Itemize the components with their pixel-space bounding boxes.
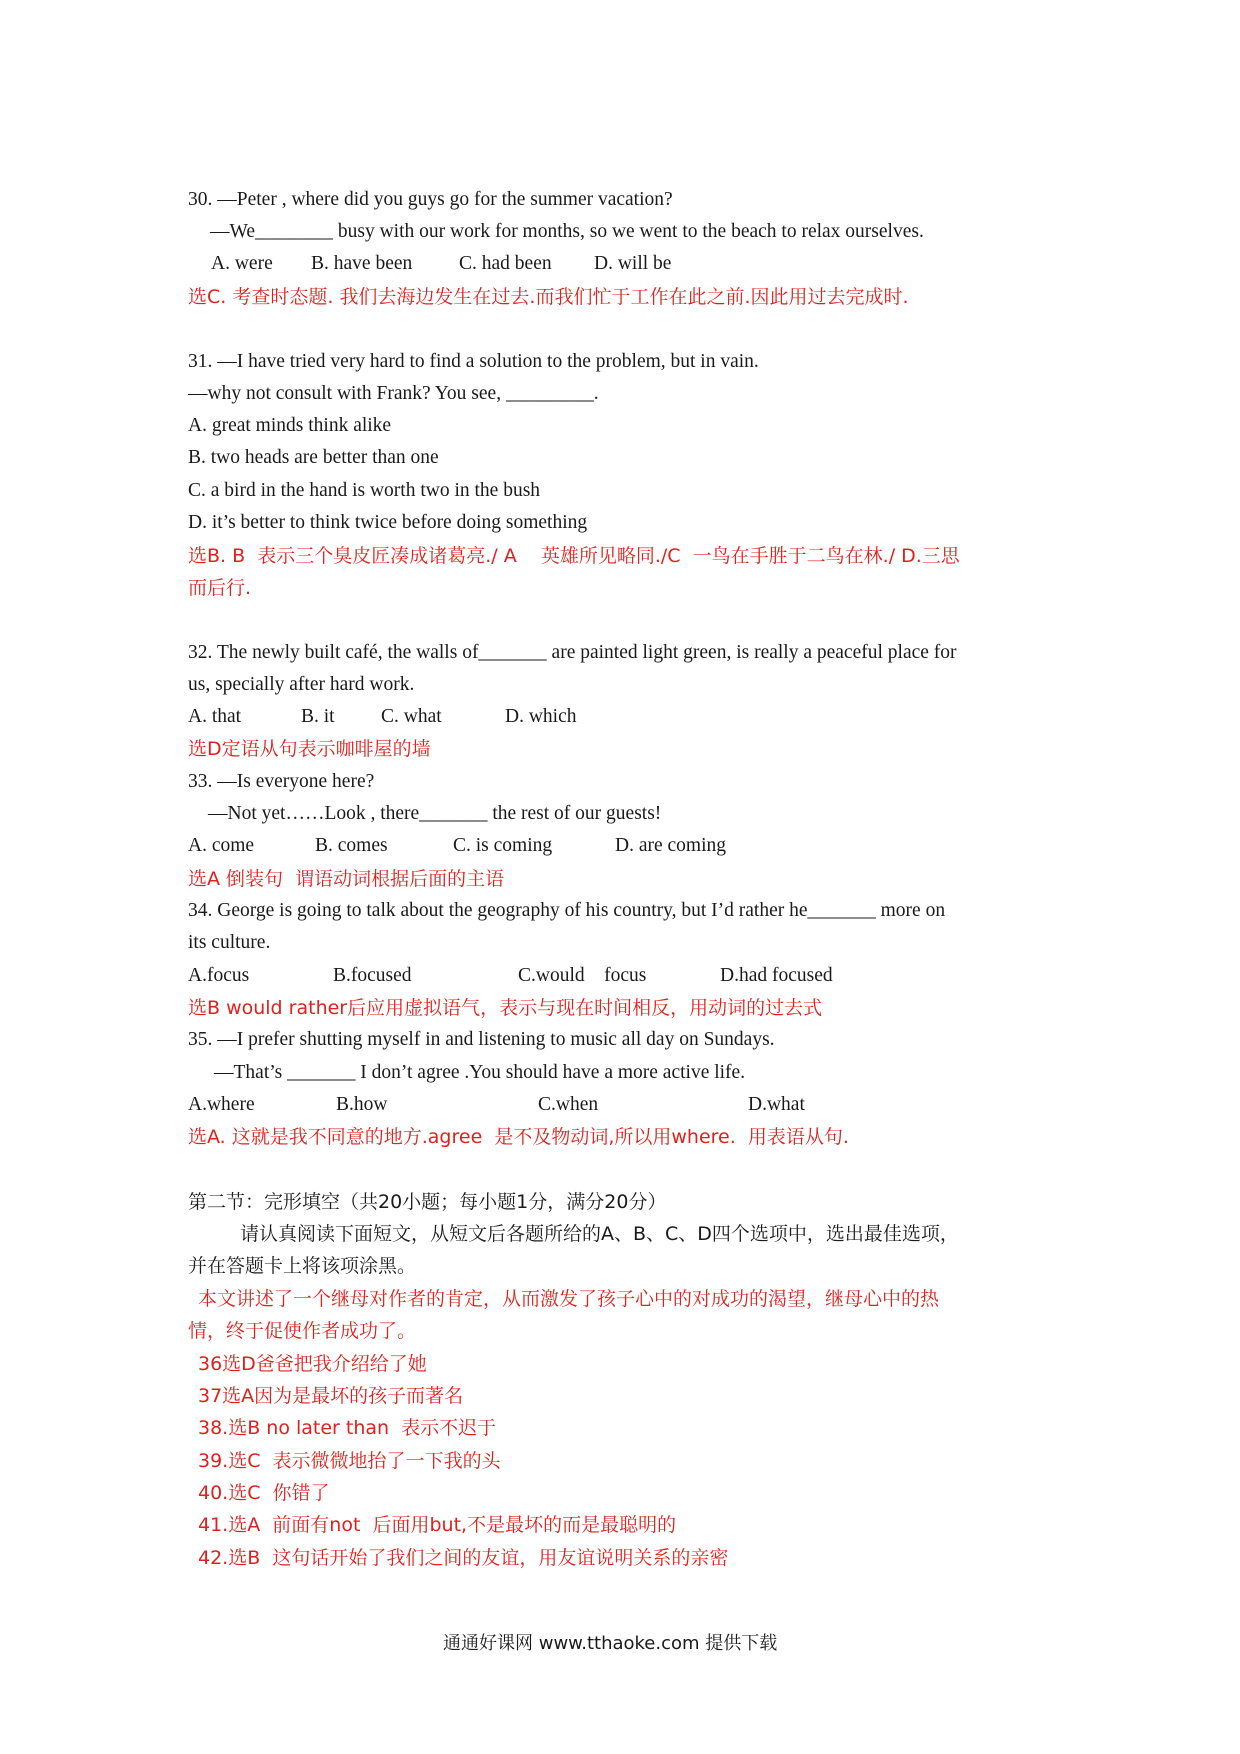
q33-option-a: A. come — [188, 835, 255, 856]
q34-option-c: C.would focus — [518, 965, 647, 986]
q31-stem: 31. —I have tried very hard to find a solution to the problem, but in vain. — [188, 351, 759, 372]
answer-37: 37选A因为是最坏的孩子而著名 — [198, 1385, 464, 1407]
q32-option-b: B. it — [301, 706, 335, 727]
q33-option-b: B. comes — [315, 835, 388, 856]
q34-stem-line1: 34. George is going to talk about the geography of his country, but I’d rather he_______ more on — [188, 900, 946, 921]
section2-summary-line1: 本文讲述了一个继母对作者的肯定，从而激发了孩子心中的对成功的渴望，继母心中的热 — [198, 1288, 940, 1310]
q34-option-b: B.focused — [333, 965, 412, 986]
q31-answer-line1: 选B. B 表示三个臭皮匠凑成诸葛亮./ A 英雄所见略同./C 一鸟在手胜于二鸟在林./ D.三思 — [188, 545, 960, 567]
q32-stem-line2: us, specially after hard work. — [188, 674, 415, 695]
answer-41: 41.选A 前面有not 后面用but,不是最坏的而是最聪明的 — [198, 1514, 677, 1536]
q35-stem: 35. —I prefer shutting myself in and listening to music all day on Sundays. — [188, 1029, 775, 1050]
q35-option-a: A.where — [188, 1094, 255, 1115]
q35-option-c: C.when — [538, 1094, 599, 1115]
footer-text: 通通好课网 www.tthaoke.com 提供下载 — [443, 1633, 778, 1654]
q35-line2: —That’s _______ I don’t agree .You should have a more active life. — [214, 1062, 746, 1083]
section2-title: 第二节：完形填空（共20小题；每小题1分，满分20分） — [188, 1191, 667, 1213]
q32-option-d: D. which — [505, 706, 577, 727]
q32-options — [188, 703, 788, 731]
section2-summary-line2: 情，终于促使作者成功了。 — [188, 1320, 417, 1342]
q33-answer: 选A 倒装句 谓语动词根据后面的主语 — [188, 868, 505, 890]
q33-option-d: D. are coming — [615, 835, 727, 856]
q35-options — [188, 1091, 988, 1119]
q31-answer-line2: 而后行. — [188, 577, 252, 599]
q30-stem: 30. —Peter , where did you guys go for the summer vacation? — [188, 189, 673, 210]
q31-option-b: B. two heads are better than one — [188, 447, 439, 468]
q34-stem-line2: its culture. — [188, 932, 271, 953]
q31-option-d: D. it’s better to think twice before doing something — [188, 512, 588, 533]
q30-option-c: C. had been — [459, 253, 552, 274]
q30-option-b: B. have been — [311, 253, 413, 274]
answer-38: 38.选B no later than 表示不迟于 — [198, 1417, 497, 1439]
q34-option-a: A.focus — [188, 965, 250, 986]
q33-stem: 33. —Is everyone here? — [188, 771, 375, 792]
q31-line2: —why not consult with Frank? You see, _________. — [188, 383, 599, 404]
q32-answer: 选D定语从句表示咖啡屋的墙 — [188, 738, 431, 760]
q30-line2: —We________ busy with our work for months, so we went to the beach to relax ourselves. — [210, 221, 924, 242]
q31-option-c: C. a bird in the hand is worth two in the bush — [188, 480, 541, 501]
answer-36: 36选D爸爸把我介绍给了她 — [198, 1353, 427, 1375]
q34-option-d: D.had focused — [720, 965, 833, 986]
section2-instructions-line1: 请认真阅读下面短文，从短文后各题所给的A、B、C、D四个选项中，选出最佳选项， — [240, 1223, 959, 1245]
q35-answer: 选A. 这就是我不同意的地方.agree 是不及物动词,所以用where. 用表语从句. — [188, 1126, 849, 1148]
q30-options — [211, 250, 1011, 278]
q33-options — [188, 832, 888, 860]
answer-40: 40.选C 你错了 — [198, 1482, 330, 1504]
q35-option-b: B.how — [336, 1094, 388, 1115]
section2-instructions-line2: 并在答题卡上将该项涂黑。 — [188, 1255, 417, 1277]
q33-line2: —Not yet……Look , there_______ the rest of our guests! — [208, 803, 662, 824]
q33-option-c: C. is coming — [453, 835, 553, 856]
q35-option-d: D.what — [748, 1094, 805, 1115]
q32-stem-line1: 32. The newly built café, the walls of_______ are painted light green, is really a peaceful place for — [188, 642, 957, 663]
q31-option-a: A. great minds think alike — [188, 415, 392, 436]
q30-answer: 选C. 考查时态题. 我们去海边发生在过去.而我们忙于工作在此之前.因此用过去完成时. — [188, 286, 909, 308]
answer-42: 42.选B 这句话开始了我们之间的友谊，用友谊说明关系的亲密 — [198, 1547, 729, 1569]
q34-options — [188, 962, 988, 990]
q32-option-c: C. what — [381, 706, 442, 727]
q30-option-a: A. were — [211, 253, 273, 274]
q32-option-a: A. that — [188, 706, 242, 727]
answer-39: 39.选C 表示微微地抬了一下我的头 — [198, 1450, 501, 1472]
q30-option-d: D. will be — [594, 253, 672, 274]
q34-answer: 选B would rather后应用虚拟语气，表示与现在时间相反，用动词的过去式 — [188, 997, 823, 1019]
